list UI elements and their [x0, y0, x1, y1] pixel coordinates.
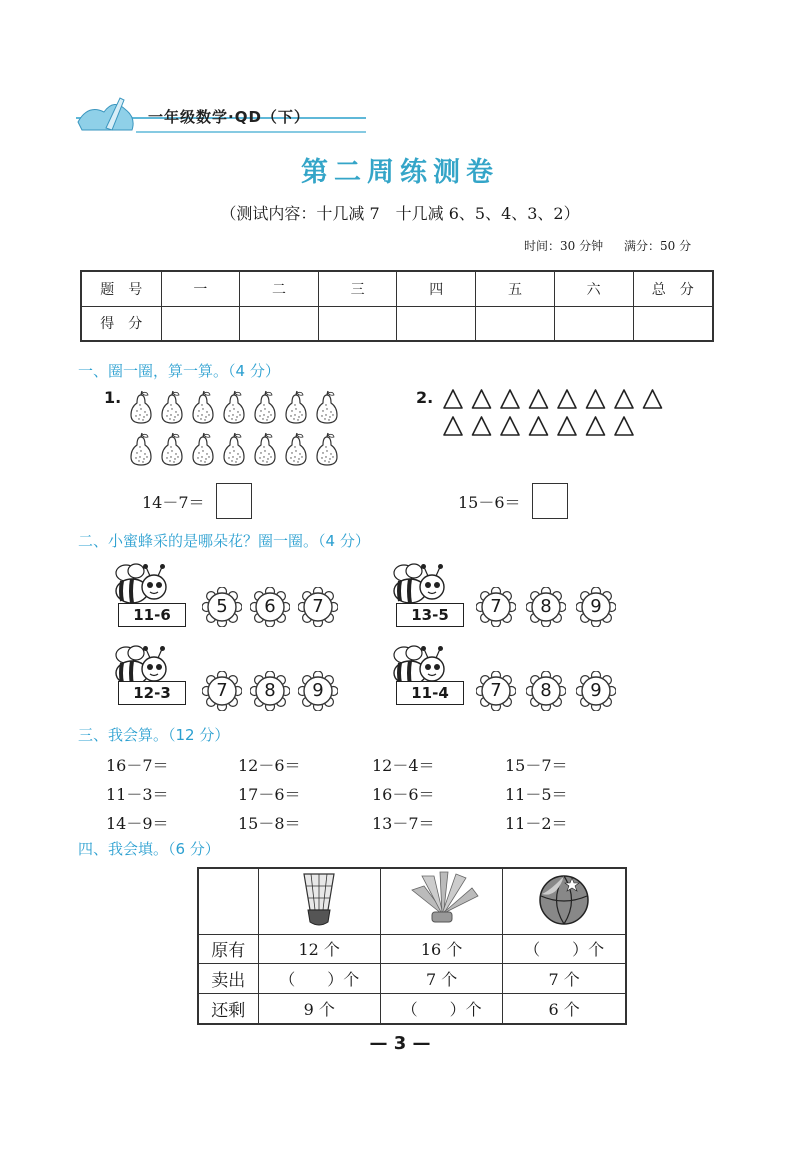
bee-expression: 12-3	[118, 681, 186, 705]
calc-item: 15－8＝	[238, 814, 301, 833]
triangle-icon	[615, 417, 633, 435]
fill-cell-blank[interactable]: （ ）个	[380, 994, 502, 1024]
fill-image-cell	[380, 868, 502, 934]
pear-icon	[255, 433, 275, 465]
triangle-icon	[587, 417, 605, 435]
q1-label: 1.	[104, 388, 122, 407]
pear-icon	[131, 391, 151, 423]
flower-option[interactable]: 7	[476, 587, 516, 627]
flower-option[interactable]: 7	[202, 671, 242, 711]
score-header-cell: 二	[240, 271, 319, 306]
flower-option[interactable]: 9	[576, 587, 616, 627]
triangle-icon	[473, 390, 491, 408]
banner-text: 一年级数学·QD（下）	[148, 108, 310, 126]
score-input-cell[interactable]	[161, 306, 240, 341]
triangle-icon	[501, 417, 519, 435]
score-header-cell: 一	[161, 271, 240, 306]
bee-group	[386, 563, 636, 633]
calc-item: 15－7＝	[505, 756, 568, 775]
score-header-row	[81, 271, 713, 306]
pear-icon	[286, 433, 306, 465]
bee-expression: 13-5	[396, 603, 464, 627]
pear-icon	[224, 391, 244, 423]
fill-row	[198, 964, 626, 994]
calc-item: 12－6＝	[238, 756, 301, 775]
triangle-icon	[444, 417, 462, 435]
fill-row-label: 还剩	[198, 994, 258, 1024]
calc-item: 11－5＝	[505, 785, 568, 804]
page-subtitle: （测试内容：十几减 7 十几减 6、5、4、3、2）	[220, 204, 580, 223]
triangle-icon	[558, 417, 576, 435]
score-input-cell[interactable]	[318, 306, 397, 341]
score-input-cell[interactable]	[554, 306, 633, 341]
pear-icon	[162, 391, 182, 423]
flower-option[interactable]: 8	[250, 671, 290, 711]
bee-group	[108, 563, 358, 633]
score-header-cell: 题 号	[81, 271, 161, 306]
fill-cell: 7 个	[380, 964, 502, 994]
triangle-icon	[615, 390, 633, 408]
calc-item: 12－4＝	[372, 756, 435, 775]
fill-cell: 6 个	[503, 994, 626, 1024]
calc-item: 14－9＝	[106, 814, 169, 833]
pear-icon	[317, 391, 337, 423]
fill-image-cell	[258, 868, 380, 934]
q1-answer-box[interactable]	[216, 483, 252, 519]
fill-cell: 9 个	[258, 994, 380, 1024]
fill-corner-cell	[198, 868, 258, 934]
triangle-icon	[444, 390, 462, 408]
score-row-label: 得 分	[81, 306, 161, 341]
flower-option[interactable]: 8	[526, 587, 566, 627]
feather-shuttlecock-icon	[402, 870, 482, 928]
flower-option[interactable]: 9	[576, 671, 616, 711]
triangle-icon	[530, 390, 548, 408]
pear-icon	[193, 433, 213, 465]
pear-icon	[224, 433, 244, 465]
bee-icon	[386, 563, 456, 607]
bee-expression: 11-6	[118, 603, 186, 627]
pear-icon	[162, 433, 182, 465]
score-input-cell[interactable]	[633, 306, 713, 341]
full-score: 满分：50 分	[624, 239, 692, 253]
calc-item: 11－2＝	[505, 814, 568, 833]
flower-option[interactable]: 8	[526, 671, 566, 711]
calc-item: 13－7＝	[372, 814, 435, 833]
triangle-icon	[644, 390, 662, 408]
score-table	[80, 270, 714, 342]
bee-icon	[108, 563, 178, 607]
fill-cell: 16 个	[380, 934, 502, 964]
triangle-icon	[473, 417, 491, 435]
score-input-cell[interactable]	[240, 306, 319, 341]
triangle-icon	[501, 390, 519, 408]
pear-icon	[193, 391, 213, 423]
fill-cell-blank[interactable]: （ ）个	[258, 964, 380, 994]
flower-option[interactable]: 5	[202, 587, 242, 627]
pears-group	[120, 388, 350, 472]
fill-cell: 7 个	[503, 964, 626, 994]
fill-cell: 12 个	[258, 934, 380, 964]
q1-expression: 14－7＝	[142, 493, 205, 512]
triangle-icon	[587, 390, 605, 408]
section3-title: 三、我会算。（12 分）	[78, 726, 230, 744]
score-header-cell: 总 分	[633, 271, 713, 306]
pear-icon	[131, 433, 151, 465]
score-input-cell[interactable]	[476, 306, 555, 341]
section1-title: 一、圈一圈，算一算。（4 分）	[78, 362, 280, 380]
calc-item: 11－3＝	[106, 785, 169, 804]
bee-group	[108, 645, 358, 715]
calc-item: 16－7＝	[106, 756, 169, 775]
section2-title: 二、小蜜蜂采的是哪朵花？圈一圈。（4 分）	[78, 532, 370, 550]
page-number: — 3 —	[369, 1033, 431, 1054]
score-header-cell: 六	[554, 271, 633, 306]
shuttlecock-icon	[294, 870, 344, 928]
calc-item: 16－6＝	[372, 785, 435, 804]
score-header-cell: 五	[476, 271, 555, 306]
bee-expression: 11-4	[396, 681, 464, 705]
time-limit: 时间：30 分钟	[524, 239, 604, 253]
calc-item: 17－6＝	[238, 785, 301, 804]
score-input-cell[interactable]	[397, 306, 476, 341]
fill-table	[197, 867, 627, 1025]
flower-option[interactable]: 7	[298, 587, 338, 627]
triangle-icon	[558, 390, 576, 408]
triangles-group	[438, 386, 678, 440]
flower-option[interactable]: 6	[250, 587, 290, 627]
q2-label: 2.	[416, 388, 434, 407]
q2-expression: 15－6＝	[458, 493, 521, 512]
flower-option[interactable]: 9	[298, 671, 338, 711]
fill-row-label: 卖出	[198, 964, 258, 994]
pear-icon	[255, 391, 275, 423]
pear-icon	[317, 433, 337, 465]
pear-icon	[286, 391, 306, 423]
score-header-cell: 三	[318, 271, 397, 306]
q2-answer-box[interactable]	[532, 483, 568, 519]
fill-cell-blank[interactable]: （ ）个	[503, 934, 626, 964]
score-value-row	[81, 306, 713, 341]
fill-row	[198, 994, 626, 1024]
bee-group	[386, 645, 636, 715]
section4-title: 四、我会填。（6 分）	[78, 840, 220, 858]
score-header-cell: 四	[397, 271, 476, 306]
fill-row	[198, 934, 626, 964]
ball-icon	[537, 870, 591, 928]
fill-image-cell	[503, 868, 626, 934]
triangle-icon	[530, 417, 548, 435]
fill-row-label: 原有	[198, 934, 258, 964]
fill-image-row	[198, 868, 626, 934]
flower-option[interactable]: 7	[476, 671, 516, 711]
page-title: 第二周练测卷	[301, 157, 499, 188]
